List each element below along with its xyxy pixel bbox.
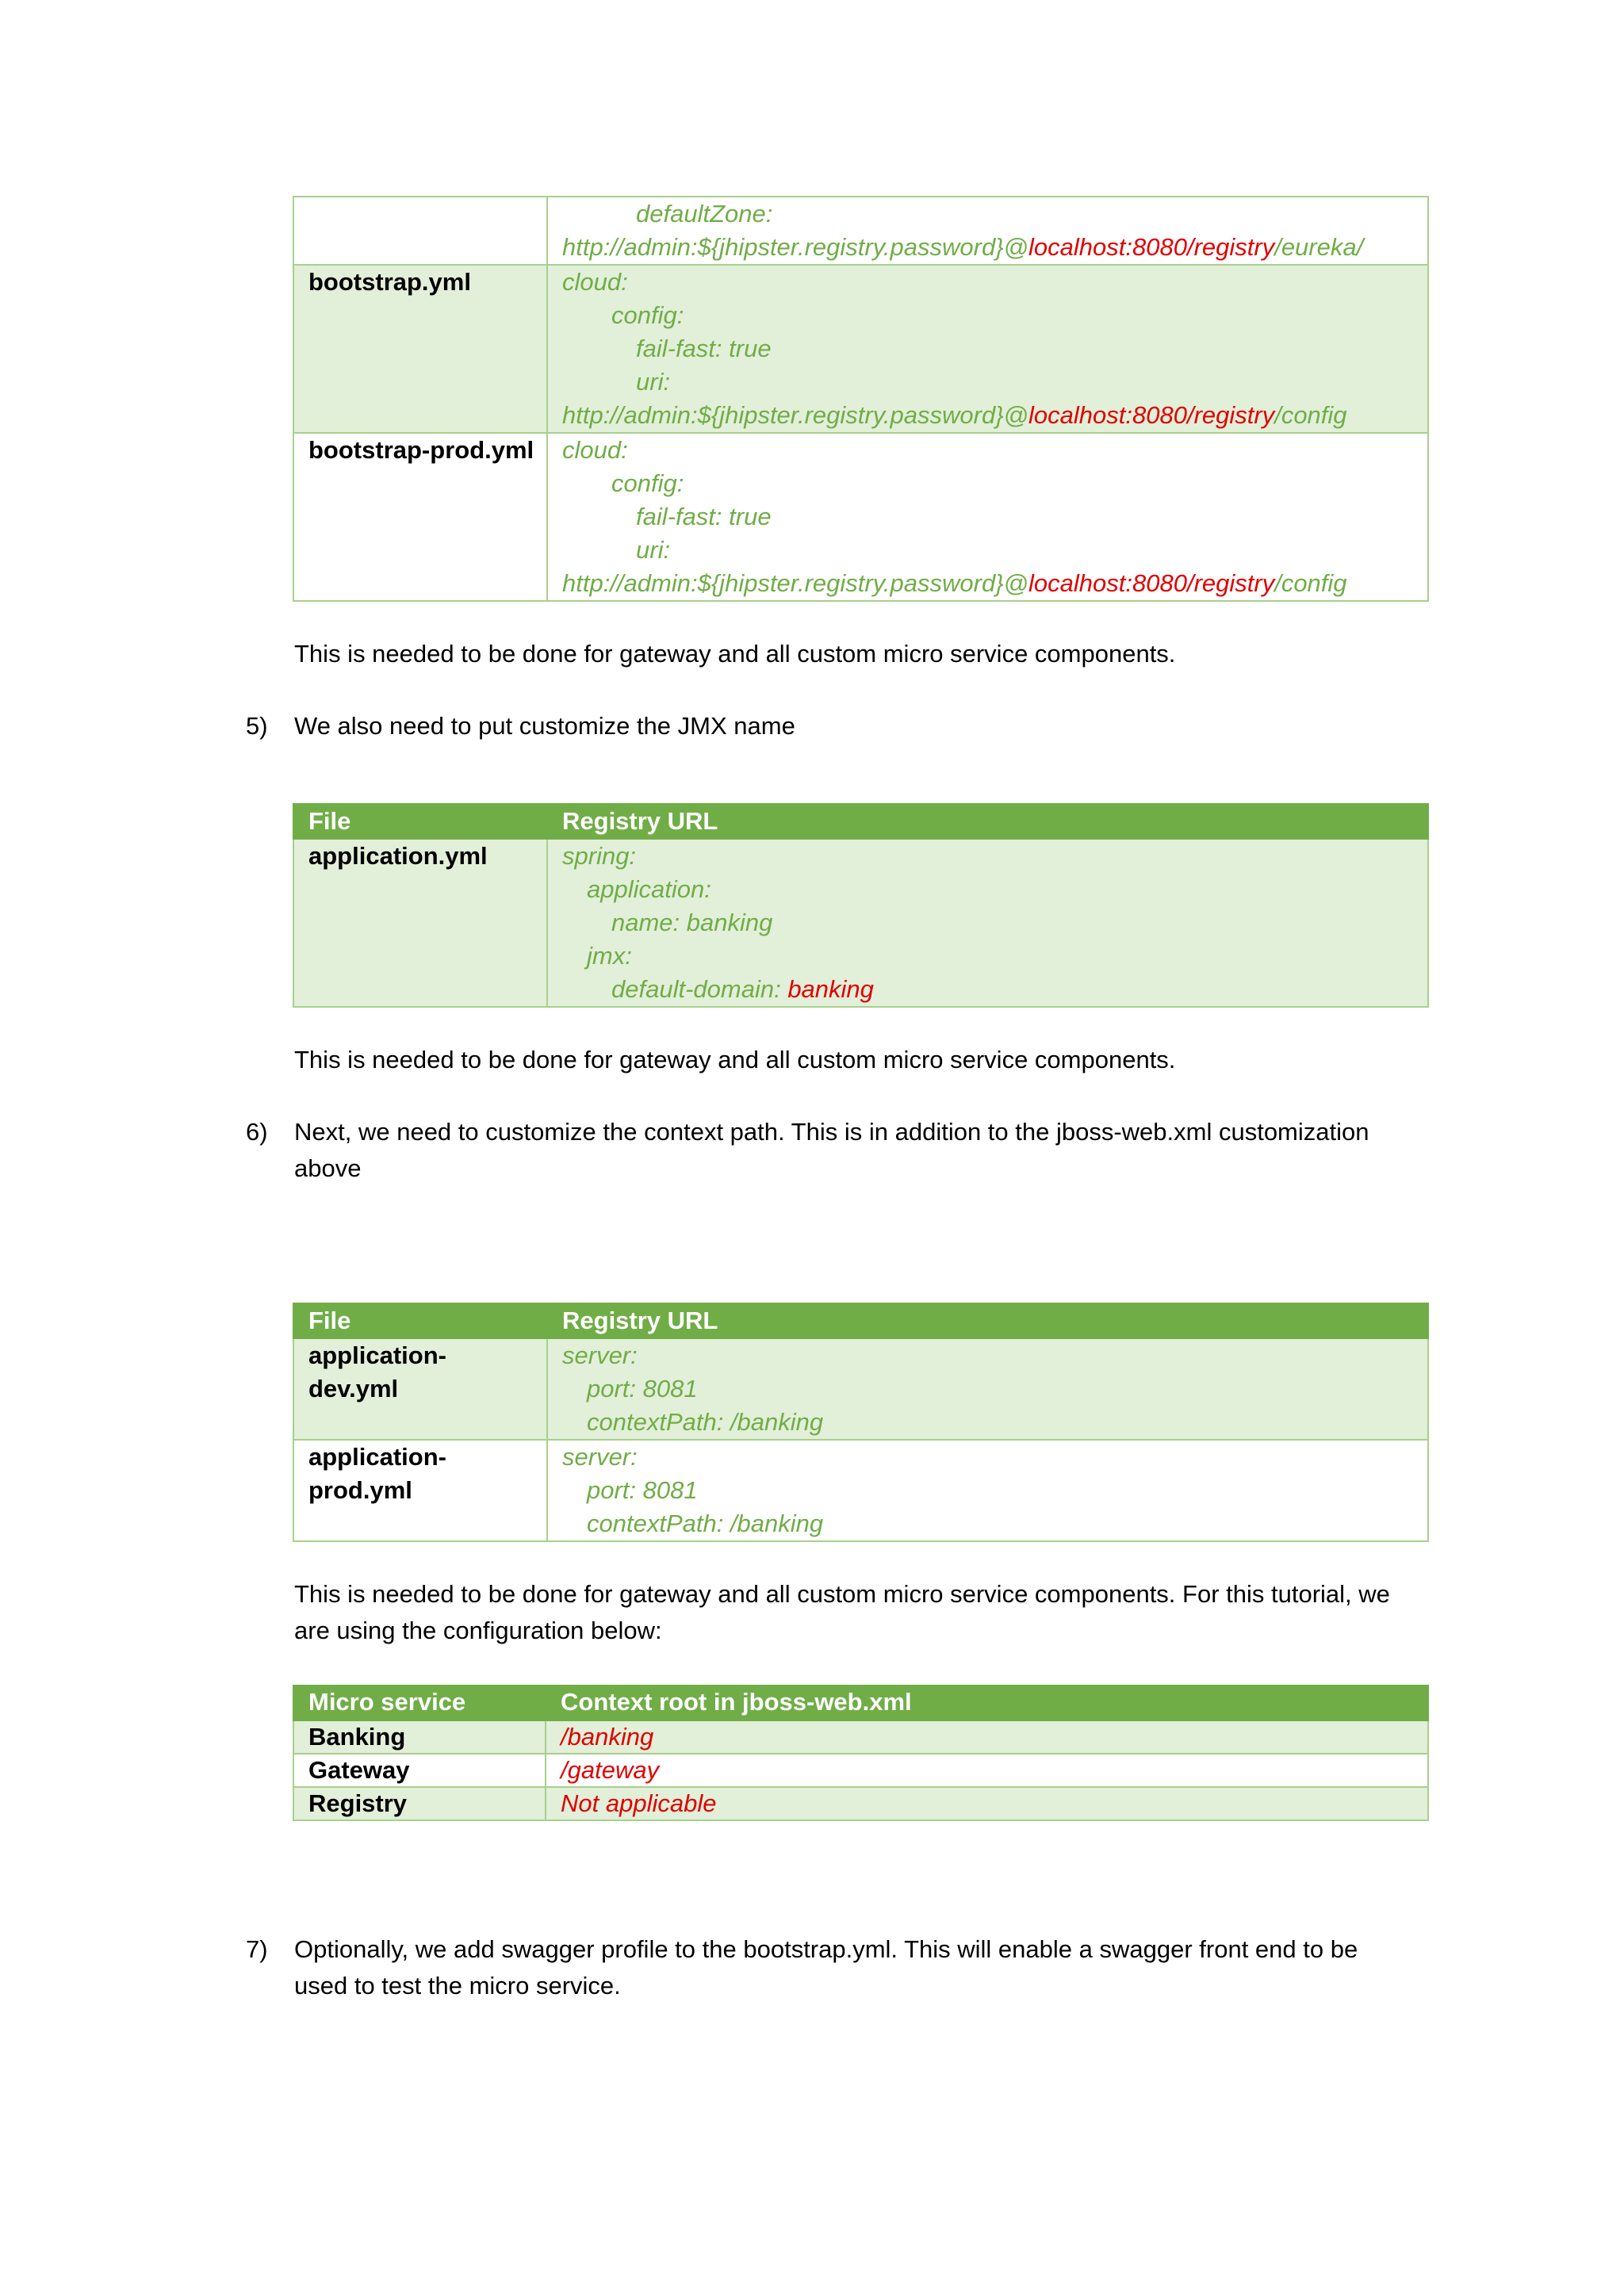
context-root-cell: /gateway — [546, 1754, 1428, 1787]
note-paragraph-3-line-1: This is needed to be done for gateway and all custom micro service components. For this tutorial, we — [294, 1580, 1390, 1608]
highlighted-value: localhost:8080/registry — [1028, 233, 1275, 261]
table-row — [293, 839, 1428, 1007]
config-value-cell — [547, 839, 1428, 1007]
config-text: default-domain: — [611, 975, 788, 1003]
list-item-6-line-2: above — [294, 1154, 362, 1182]
highlighted-value: localhost:8080/registry — [1028, 401, 1275, 429]
list-item-6-text — [294, 1114, 1436, 1187]
table-header-file: File — [293, 1303, 547, 1338]
list-item-7-line-1: Optionally, we add swagger profile to the bootstrap.yml. This will enable a swagger front end to be — [294, 1935, 1358, 1963]
file-name-cell: bootstrap-prod.yml — [293, 433, 547, 601]
list-item-7-line-2: used to test the micro service. — [294, 1972, 621, 1999]
table-row — [293, 433, 1428, 601]
config-text: /config — [1274, 569, 1347, 597]
table-row — [293, 1338, 1428, 1440]
config-line: port: 8081 — [587, 1476, 698, 1504]
config-line: fail-fast: true — [636, 335, 772, 362]
note-paragraph-1: This is needed to be done for gateway and all custom micro service components. — [294, 640, 1176, 668]
config-text: /eureka/ — [1274, 233, 1364, 261]
micro-service-name-cell: Gateway — [293, 1754, 546, 1787]
file-name-line: dev.yml — [308, 1375, 399, 1402]
config-line: application: — [587, 875, 711, 903]
config-text: http://admin:${jhipster.registry.password}@ — [562, 569, 1029, 597]
config-line: defaultZone: — [636, 200, 773, 228]
config-line: cloud: — [562, 268, 628, 296]
table-row — [293, 1720, 1428, 1754]
config-text: http://admin:${jhipster.registry.password}@ — [562, 233, 1029, 261]
eureka-config-table — [293, 196, 1429, 602]
config-value-cell — [547, 1338, 1428, 1440]
context-root-table — [293, 1685, 1429, 1821]
highlighted-value: localhost:8080/registry — [1028, 569, 1275, 597]
config-line: contextPath: /banking — [587, 1510, 824, 1537]
table-header-context-root: Context root in jboss-web.xml — [546, 1686, 1428, 1720]
config-line: cloud: — [562, 436, 628, 464]
config-line: config: — [611, 301, 684, 329]
file-name-line: prod.yml — [308, 1476, 412, 1504]
file-name-cell: bootstrap.yml — [293, 265, 547, 433]
table-header-file: File — [293, 804, 547, 839]
config-line — [562, 231, 1413, 264]
list-item-7-text — [294, 1931, 1436, 2004]
config-text: /config — [1274, 401, 1347, 429]
table-header-registry-url: Registry URL — [547, 1303, 1428, 1338]
micro-service-name-cell: Registry — [293, 1787, 546, 1820]
config-line: uri: — [636, 368, 671, 396]
config-value-cell — [547, 1440, 1428, 1541]
config-line: uri: — [636, 536, 671, 564]
config-line: config: — [611, 469, 684, 497]
note-paragraph-3 — [294, 1576, 1436, 1649]
table-row — [293, 1754, 1428, 1787]
config-line: port: 8081 — [587, 1375, 698, 1402]
table-row — [293, 197, 1428, 265]
note-paragraph-3-line-2: are using the configuration below: — [294, 1617, 662, 1644]
context-root-cell: Not applicable — [546, 1787, 1428, 1820]
config-line — [562, 973, 1413, 1006]
config-line — [562, 399, 1413, 432]
list-item-6-line-1: Next, we need to customize the context path. This is in addition to the jboss-web.xml customization — [294, 1118, 1369, 1146]
list-item-5-text: We also need to put customize the JMX name — [294, 712, 795, 740]
table-header-micro-service: Micro service — [293, 1686, 546, 1720]
config-line: jmx: — [587, 942, 632, 970]
config-line: fail-fast: true — [636, 503, 772, 530]
file-name-cell — [293, 1338, 547, 1440]
file-name-line: application- — [308, 1341, 446, 1369]
file-name-cell: application.yml — [293, 839, 547, 1007]
context-root-cell: /banking — [546, 1720, 1428, 1754]
list-number-5: 5) — [246, 712, 268, 740]
config-line: name: banking — [611, 909, 773, 936]
file-name-cell — [293, 197, 547, 265]
jmx-config-table — [293, 803, 1429, 1008]
note-paragraph-2: This is needed to be done for gateway and all custom micro service components. — [294, 1046, 1176, 1073]
micro-service-name-cell: Banking — [293, 1720, 546, 1754]
config-text: http://admin:${jhipster.registry.password}@ — [562, 401, 1029, 429]
table-row — [293, 1787, 1428, 1820]
config-line: spring: — [562, 842, 637, 870]
table-row — [293, 1440, 1428, 1541]
config-value-cell — [547, 265, 1428, 433]
list-number-7: 7) — [246, 1935, 268, 1963]
list-number-6: 6) — [246, 1118, 268, 1146]
file-name-line: application- — [308, 1443, 446, 1471]
config-line: server: — [562, 1443, 638, 1471]
file-name-cell — [293, 1440, 547, 1541]
table-header-registry-url: Registry URL — [547, 804, 1428, 839]
config-line: server: — [562, 1341, 638, 1369]
config-value-cell — [547, 433, 1428, 601]
context-path-config-table — [293, 1303, 1429, 1542]
highlighted-value: banking — [787, 975, 874, 1003]
config-line — [562, 567, 1413, 600]
table-row — [293, 265, 1428, 433]
config-value-cell — [547, 197, 1428, 265]
config-line: contextPath: /banking — [587, 1408, 824, 1436]
